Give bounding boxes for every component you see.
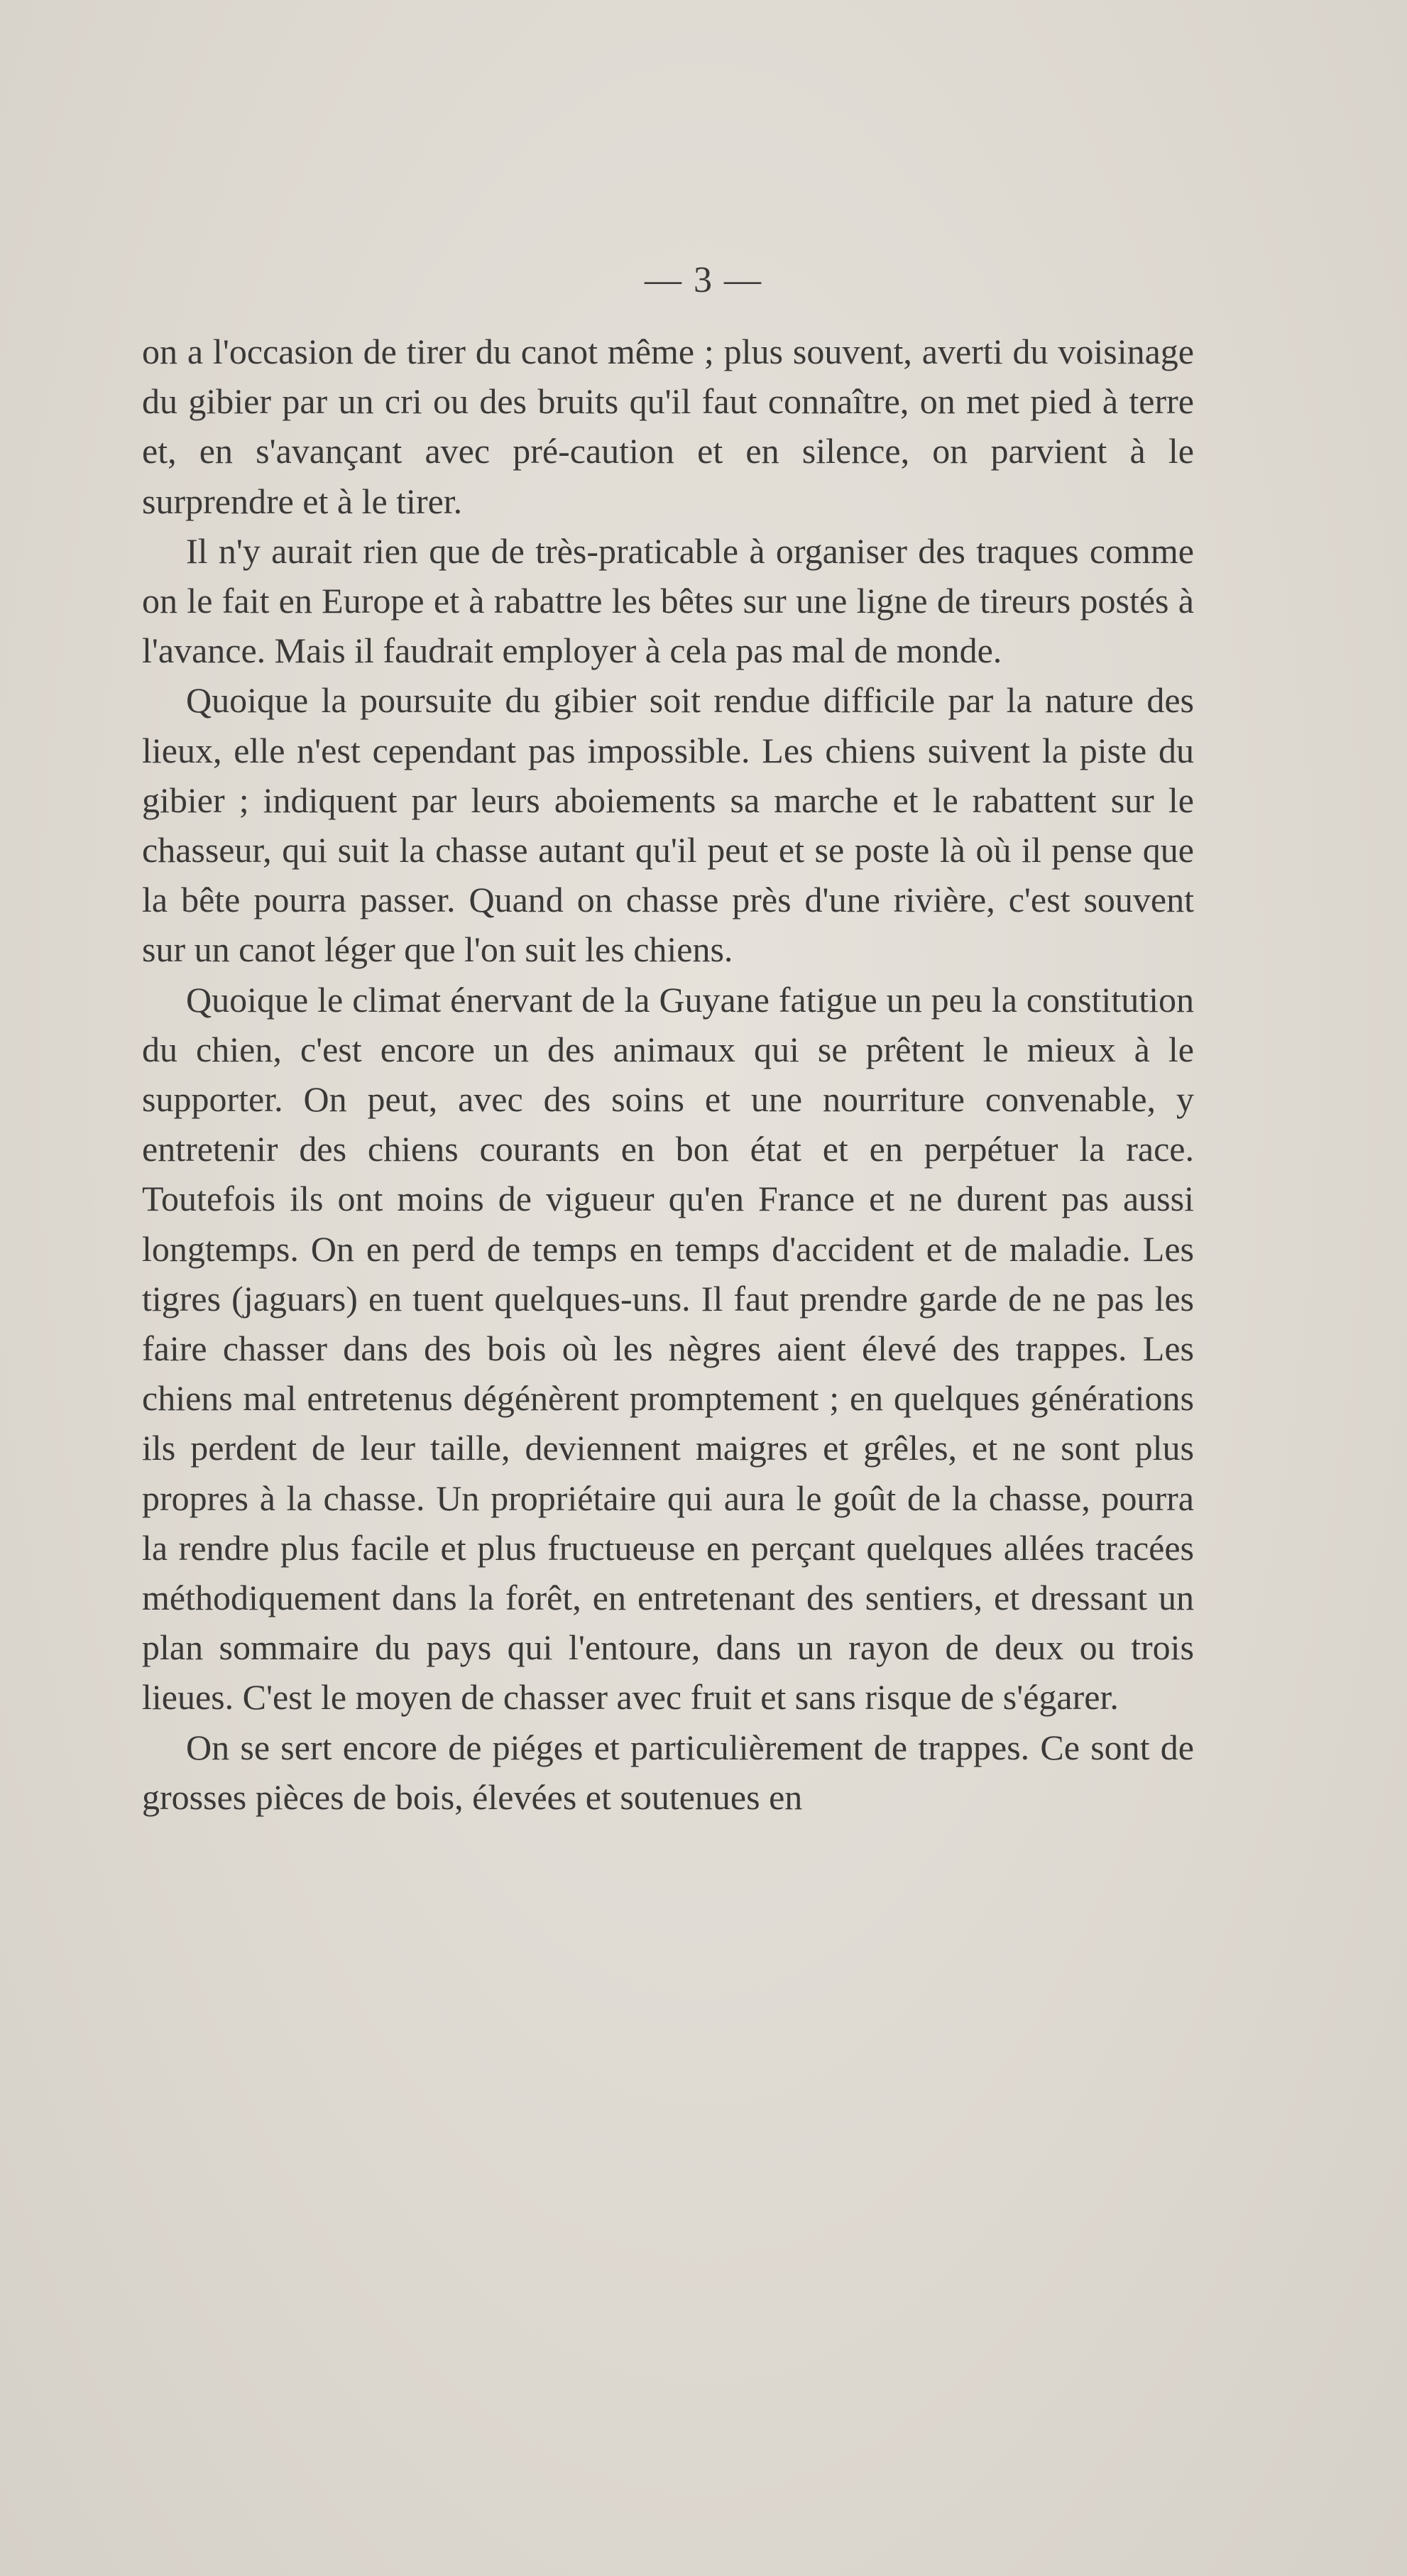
- body-text: [142, 327, 1194, 1822]
- paragraph-5: On se sert encore de piéges et particulièrement de trappes. Ce sont de grosses pièces de bois, élevées et soutenues en: [142, 1727, 1194, 1817]
- paragraph-4: Quoique le climat énervant de la Guyane fatigue un peu la constitution du chien, c'est encore un des animaux qui se prêtent le mieux à le supporter. On peut, avec des soins et une nourriture convenable, y entretenir des chiens courants en bon état et en perpétuer la race. Toutefois ils ont moins de vigueur qu'en France et ne durent pas aussi longtemps. On en perd de temps en temps d'accident et de maladie. Les tigres (jaguars) en tuent quelques-uns. Il faut prendre garde de ne pas les faire chasser dans des bois où les nègres aient élevé des trappes. Les chiens mal entretenus dégénèrent promptement ; en quelques générations ils perdent de leur taille, deviennent maigres et grêles, et ne sont plus propres à la chasse. Un propriétaire qui aura le goût de la chasse, pourra la rendre plus facile et plus fructueuse en perçant quelques allées tracées méthodiquement dans la forêt, en entretenant des sentiers, et dressant un plan sommaire du pays qui l'entoure, dans un rayon de deux ou trois lieues. C'est le moyen de chasser avec fruit et sans risque de s'égarer.: [142, 979, 1194, 1718]
- paragraph-3: Quoique la poursuite du gibier soit rendue difficile par la nature des lieux, elle n'est cependant pas impossible. Les chiens suivent la piste du gibier ; indiquent par leurs aboiements sa marche et le rabattent sur le chasseur, qui suit la chasse autant qu'il peut et se poste là où il pense que la bête pourra passer. Quand on chasse près d'une rivière, c'est souvent sur un canot léger que l'on suit les chiens.: [142, 680, 1194, 970]
- page-number: — 3 —: [645, 260, 762, 300]
- paragraph-2: Il n'y aurait rien que de très-praticable à organiser des traques comme on le fait en Europe et à rabattre les bêtes sur une ligne de tireurs postés à l'avance. Mais il faudrait employer à cela pas mal de monde.: [142, 530, 1194, 671]
- paragraph-1: on a l'occasion de tirer du canot même ; plus souvent, averti du voisinage du gibier par un cri ou des bruits qu'il faut connaître, on met pied à terre et, en s'avançant avec pré-caution et en silence, on parvient à le surprendre et à le tirer.: [142, 332, 1194, 521]
